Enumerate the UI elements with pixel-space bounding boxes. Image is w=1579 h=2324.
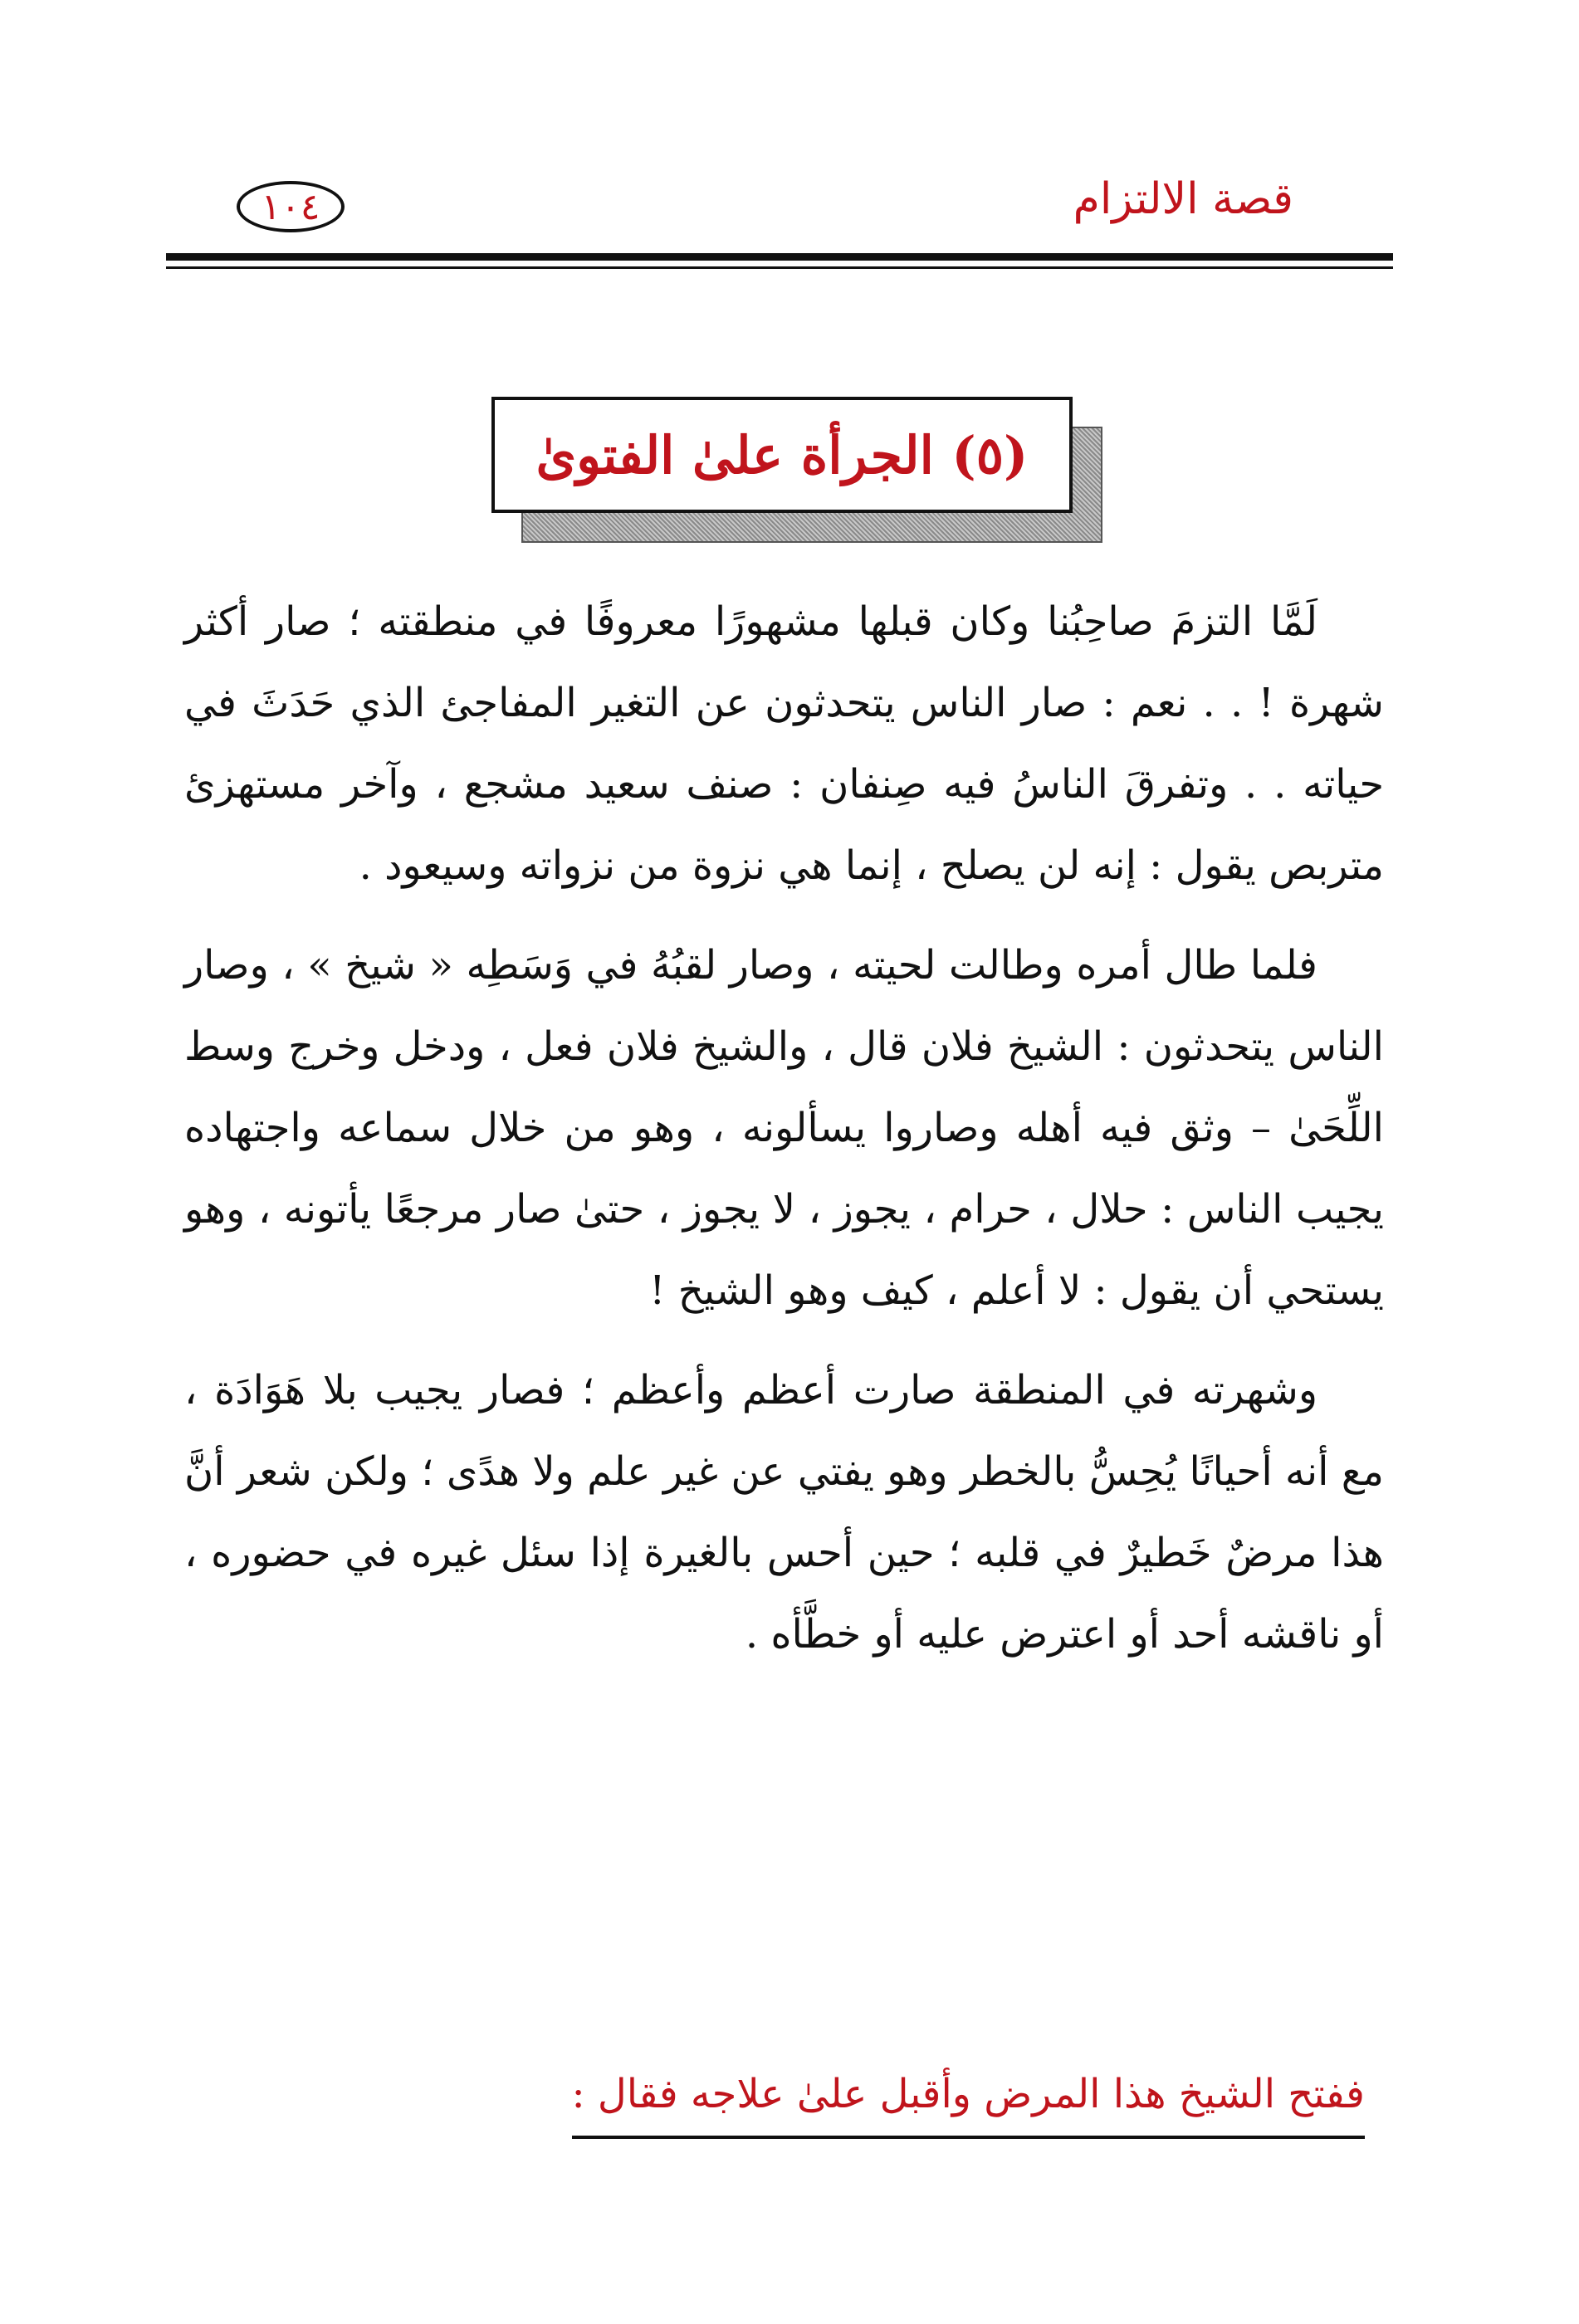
- page-number-badge: ١٠٤: [237, 181, 345, 232]
- book-title: قصة الالتزام: [1073, 174, 1293, 224]
- paragraph: وشهرته في المنطقة صارت أعظم وأعظم ؛ فصار يجيب بلا هَوَادَة ، مع أنه أحيانًا يُحِسُّ بالخطر وهو يفتي عن غير علم ولا هدًى ؛ ولكن شعر أنَّ هذا مرضٌ خَطيرٌ في قلبه ؛ حين أحس بالغيرة إذا سئل غيره في حضوره ، أو ناقشه أحد أو اعترض عليه أو خطَّأه .: [184, 1367, 1384, 1658]
- header-rule-thin: [166, 266, 1393, 269]
- header-rule-thick: [166, 253, 1393, 261]
- page-header: [166, 158, 1393, 282]
- section-title-box: [491, 397, 1073, 513]
- section-title-frame: [491, 397, 1106, 546]
- conclusion-block: [572, 2071, 1366, 2139]
- paragraph: فلما طال أمره وطالت لحيته ، وصار لقبُهُ في وَسَطِه « شيخ » ، وصار الناس يتحدثون : الشيخ فلان قال ، والشيخ فلان فعل ، ودخل وخرج وسط اللِّحَىٰ – وثق فيه أهله وصاروا يسألونه ، وهو من خلال سماعه واجتهاده يجيب الناس : حلال ، حرام ، يجوز ، لا يجوز ، حتىٰ صار مرجعًا يأتونه ، وهو يستحي أن يقول : لا أعلم ، كيف وهو الشيخ !: [184, 942, 1384, 1314]
- body-text: [184, 581, 1384, 1693]
- section-title: (٥) الجرأة علىٰ الفتوىٰ: [535, 424, 1029, 486]
- paragraph: لَمَّا التزمَ صاحِبُنا وكان قبلها مشهورًا معروفًا في منطقته ؛ صار أكثر شهرة ! . . نعم : صار الناس يتحدثون عن التغير المفاجئ الذي حَدَثَ في حياته . . وتفرقَ الناسُ فيه صِنفان : صنف سعيد مشجع ، وآخر مستهزئ متربص يقول : إنه لن يصلح ، إنما هي نزوة من نزواته وسيعود .: [184, 598, 1384, 889]
- conclusion-line: ففتح الشيخ هذا المرض وأقبل علىٰ علاجه فقال :: [572, 2071, 1366, 2139]
